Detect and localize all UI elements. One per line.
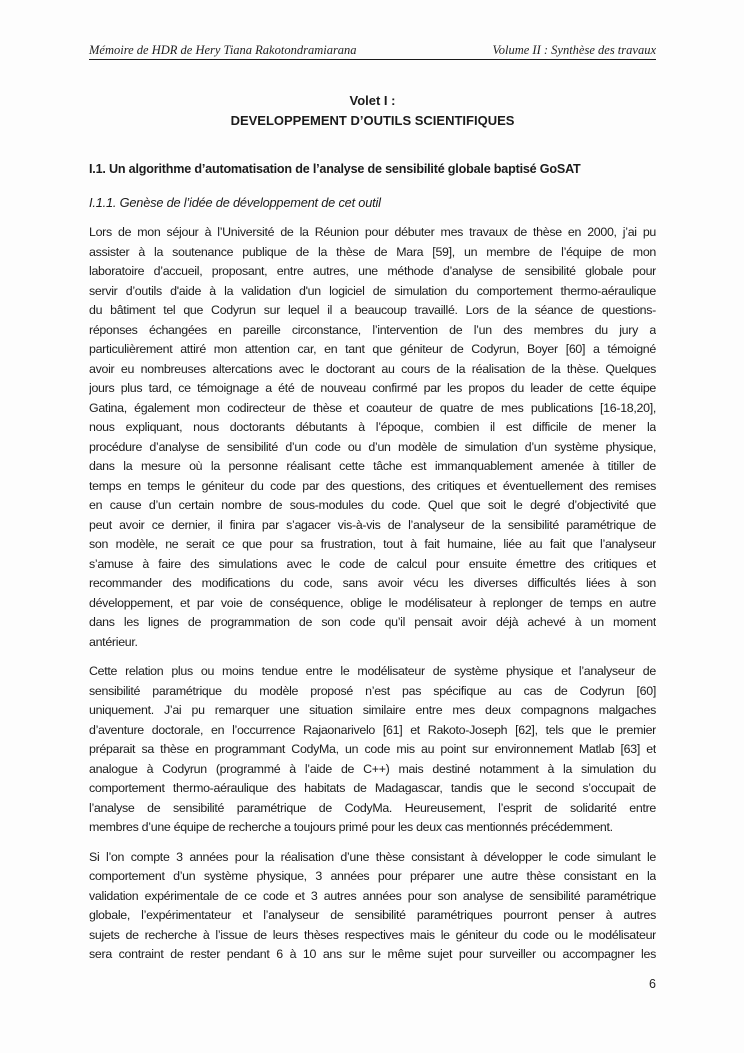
text-line: temps en temps le géniteur du code par des questions, des critiques et éventuellement des remises [89, 478, 656, 493]
text-line: Cette relation plus ou moins tendue entre le modélisateur de système physique et l’analyseur de [89, 664, 656, 678]
text-line: recommander des modifications du code, sans avoir vécu les diverses difficultés liées à son [89, 576, 656, 590]
text-line: s’amuse à faire des simulations avec le code de calcul pour ensuite émettre des critiques et [89, 556, 656, 571]
text-line: son modèle, ne serait ce que pour sa frustration, tout à fait humaine, liée au fait que l’analyseur [89, 537, 656, 551]
text-line: jours plus tard, ce témoignage a été de nouveau confirmé par les propos du leader de cette équipe [89, 381, 656, 395]
text-line: assister à la soutenance publique de la thèse de Mara [59], un membre de l’équipe de mon [89, 244, 656, 259]
text-line: procédure d’analyse de sensibilité d’un code ou d’un modèle de simulation d’un système physique, [89, 439, 656, 454]
paragraph [89, 223, 656, 652]
text-line: sensibilité paramétrique du modèle proposé n’est pas spécifique au cas de Codyrun [60] [89, 683, 656, 698]
text-line: avoir eu nombreuses altercations avec le doctorant au cours de la réalisation de la thèse. Quelques [89, 361, 656, 376]
text-line: globale, l’expérimentateur et l’analyseur de sensibilité paramétriques pourront penser à autres [89, 908, 656, 922]
body-paragraphs [89, 223, 656, 965]
text-line: réponses échangées en pareille circonstance, l’intervention de l’un des membres du jury a [89, 322, 656, 337]
text-line: dans les lignes de programmation de son code qu’il pensait avoir déjà achevé à un moment [89, 615, 656, 629]
text-line: sera contraint de rester pendant 6 à 10 ans sur le même sujet pour surveiller ou accompagner les [89, 947, 656, 961]
text-line: antérieur. [89, 634, 138, 649]
paragraph [89, 662, 656, 838]
text-line: développement, et par voie de conséquence, oblige le modélisateur à replonger de temps en autre [89, 595, 656, 610]
header-left-text: Mémoire de HDR de Hery Tiana Rakotondramiarana [89, 43, 357, 57]
page-number: 6 [649, 977, 656, 991]
text-line: uniquement. J’ai pu remarquer une situation similaire entre mes deux compagnons malgaches [89, 703, 656, 717]
page-content [89, 0, 656, 965]
text-line: particulièrement attiré mon attention car, en tant que géniteur de Codyrun, Boyer [60] a témoigné [89, 342, 656, 356]
text-line: validation expérimentale de ce code et 3 autres années pour son analyse de sensibilité paramétrique [89, 888, 656, 903]
text-line: laboratoire d’accueil, proposant, entre autres, une méthode d’analyse de sensibilité globale pour [89, 264, 656, 278]
document-title-line1: Volet I : [349, 93, 396, 108]
text-line: dans la mesure où la personne réalisant cette tâche est immanquablement amenée à titiller de [89, 459, 656, 473]
text-line: comportement thermo-aéraulique des habitats de Madagascar, tandis que le second s’occupait de [89, 781, 656, 795]
text-line: du bâtiment tel que Codyrun sur lequel il a beaucoup travaillé. Lors de la séance de questions- [89, 303, 656, 317]
subsection-heading: I.1.1. Genèse de l’idée de développement de cet outil [89, 194, 381, 210]
text-line: Lors de mon séjour à l’Université de la Réunion pour débuter mes travaux de thèse en 2000, j’ai pu [89, 225, 656, 239]
document-title-block [89, 91, 656, 130]
paragraph [89, 848, 656, 965]
text-line: servir d’outils d'aide à la validation d'un logiciel de simulation du comportement thermo-aéraulique [89, 283, 656, 298]
text-line: Gatina, également mon codirecteur de thèse et coauteur de quatre de mes publications [16-18,20], [89, 400, 656, 415]
text-line: Si l’on compte 3 années pour la réalisation d’une thèse consistant à développer le code simulant le [89, 849, 656, 864]
running-header [89, 43, 656, 60]
text-line: préparait sa thèse en programmant CodyMa, un code mis au point sur environnement Matlab [63] et [89, 742, 656, 756]
text-line: analogue à Codyrun (programmé à l’aide de C++) mais destiné notamment à la simulation du [89, 761, 656, 776]
text-line: d’aventure doctorale, en l’occurrence Rajaonarivelo [61] et Rakoto-Joseph [62], tels que le premier [89, 722, 656, 737]
text-line: sujets de recherche à l’issue de leurs thèses respectives mais le géniteur du code ou le modélisateur [89, 927, 656, 942]
text-line: peut avoir ce dernier, il finira par s’agacer vis-à-vis de l’analyseur de la sensibilité paramétrique de [89, 517, 656, 532]
text-line: membres d’une équipe de recherche a toujours primé pour les deux cas mentionnés précédemment. [89, 820, 613, 834]
text-line: comportement d’un système physique, 3 années pour préparer une autre thèse consistant en la [89, 869, 656, 883]
header-right-text: Volume II : Synthèse des travaux [492, 43, 656, 57]
text-line: en cause d’un certain nombre de sous-modules du code. Quel que soit le degré d’objectivité que [89, 498, 656, 512]
section-heading: I.1. Un algorithme d’automatisation de l’analyse de sensibilité globale baptisé GoSAT [89, 162, 581, 176]
text-line: l’analyse de sensibilité paramétrique de CodyMa. Heureusement, l’esprit de solidarité entre [89, 800, 656, 815]
document-title-line2: DEVELOPPEMENT D’OUTILS SCIENTIFIQUES [230, 112, 515, 128]
text-line: nous expliquant, nous doctorants débutants à l’époque, combien il est difficile de mener la [89, 420, 656, 434]
